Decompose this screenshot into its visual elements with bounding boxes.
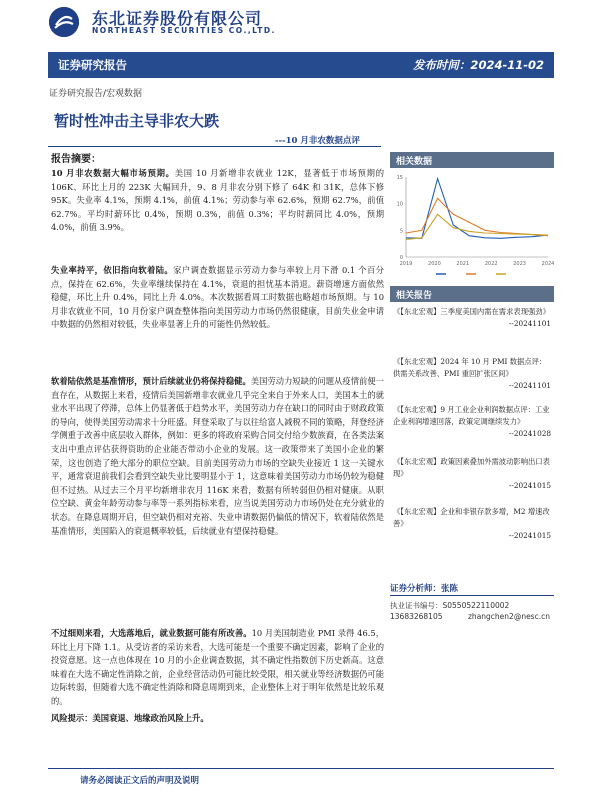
x-tick-label: 2023 bbox=[513, 261, 526, 267]
risk-warning bbox=[51, 712, 384, 726]
analyst-cert: 执业证书编号：S0550522110002 bbox=[390, 601, 510, 610]
related-report-date: --20241101 bbox=[508, 381, 551, 390]
report-subtitle: ---10 月非农数据点评 bbox=[275, 136, 360, 146]
analyst-email[interactable]: zhangchen2@nesc.cn bbox=[468, 612, 550, 621]
analyst-divider bbox=[390, 595, 554, 596]
title-divider bbox=[48, 146, 381, 147]
paragraph-lead: 不过细则来看，大选落地后，就业数据可能有所改善。 bbox=[51, 628, 252, 638]
related-reports-heading: 相关报告 bbox=[396, 291, 433, 301]
related-report-title: 《【东北宏观】三季度美国内需在需求表现强劲》 bbox=[393, 307, 550, 316]
related-data-heading: 相关数据 bbox=[396, 157, 433, 167]
x-tick-label: 2022 bbox=[484, 261, 498, 267]
chart-svg bbox=[390, 171, 554, 279]
paragraph-1 bbox=[51, 167, 384, 235]
x-tick-label: 2021 bbox=[456, 261, 470, 267]
related-data-header bbox=[390, 152, 554, 168]
paragraph-text: 美国劳动力短缺的问题从疫情前便一直存在，从数据上来看，疫情后美国新增非农就业几乎完全来自于外来人口，美国本土的就业水平出现了停滞，总体上仍显著低于趋势水平，美国劳动力存在缺口的同时由于财政政策的导向，使得美国劳动需求十分旺盛。拜登采取了与以往给富人减税不同的策略，拜登经济学侧重于改善中底层收入群体，例如：更多的将政府采购合同交付给少数族裔，在各类法案支出中重点评估获得资助的企业能否带动小企业的发展。这一政策带来了美国小企业的繁荣，这也创造了绝大部分的职位空缺。目前美国劳动力市场的空缺失业接近 1 这一关键水平，通常衰退前我们会看到空缺失业比要明显小于 1，这意味着美国劳动力市场仍较为稳健但不过热。从过去三个月平均新增非农月 116K 来看，数据有所转弱但仍相对健康。从职位空缺、黄金年龄劳动参与率等一系列指标来看，应当说美国劳动力市场仍处在充分就业的状态。在降息周期开启，但空缺仍相对充裕、失业申请数据仍偏低的情况下，软着陆依然是基准情形，美国陷入的衰退概率较低，后续就业有望保持稳健。 bbox=[51, 376, 384, 536]
paragraph-4 bbox=[51, 627, 384, 709]
paragraph-lead: 10 月非农数据大幅市场预期。 bbox=[51, 168, 175, 178]
publish-date: 发布时间：2024-11-02 bbox=[412, 58, 544, 72]
related-report-date: --20241015 bbox=[508, 531, 551, 540]
paragraph-lead: 失业率持平，依旧指向软着陆。 bbox=[51, 265, 174, 275]
paragraph-text: 家户调查数据显示劳动力参与率较上月下滑 0.1 个百分点，保持在 62.6%，失业率继续保持在 4.1%，衰退的担忧基本消退。薪资增速方面依然稳健，环比上升 0.4%，同比上升 4.0%。本次数据看周工时数据也略超市场预期。与 10 月非农就业不同，10 月份家户调查整体指向美国劳动力市场仍然很健康，目前失业金申请中数据的仍然相对较低，失业率显著上升的可能性仍然较低。 bbox=[51, 265, 384, 330]
analyst-phone: 13683268105 bbox=[390, 612, 443, 621]
related-report-item[interactable] bbox=[393, 404, 551, 440]
paragraph-text: 10 月美国制造业 PMI 录得 46.5，环比上月下降 1.1。从受访者的采访来看，大选可能是一个重要不确定因素，影响了企业的投资意愿。这一点也体现在 10 月的小企业调查数据，其不确定性指数创下历史新高。这意味着在大选不确定性消除之前，企业经营活动仍可能比较受限，相关就业等经济数据仍可能边际转弱，但随着大选不确定性消除和降息周期到来，企业整体上对于明年依然是比较乐观的。 bbox=[51, 628, 384, 706]
analyst-heading: 证券分析师：张陈 bbox=[390, 584, 459, 594]
report-type-label: 证券研究报告 bbox=[58, 58, 127, 72]
related-report-title: 《【东北宏观】2024 年 10 月 PMI 数据点评：供需关系改善、PMI 重回扩张区间》 bbox=[393, 357, 547, 378]
x-tick-label: 2020 bbox=[428, 261, 441, 267]
paragraph-3 bbox=[51, 375, 384, 538]
company-logo bbox=[49, 7, 79, 37]
related-data-chart bbox=[390, 171, 554, 279]
related-report-item[interactable] bbox=[393, 306, 551, 330]
company-name-en: NORTHEAST SECURITIES CO.,LTD. bbox=[92, 26, 276, 35]
footer-disclaimer: 请务必阅读正文后的声明及说明 bbox=[80, 776, 200, 786]
related-report-item[interactable] bbox=[393, 356, 551, 392]
related-report-item[interactable] bbox=[393, 506, 551, 542]
related-report-title: 《【东北宏观】9 月工业企业利润数据点评：工业企业利润增速回落，政策定调继续发力》 bbox=[393, 405, 550, 426]
paragraph-lead: 软着陆依然是基准情形，预计后续就业仍将保持稳健。 bbox=[51, 376, 251, 386]
related-reports-header bbox=[390, 286, 554, 302]
related-report-title: 《【东北宏观】企业和非银存款多增，M2 增速改善》 bbox=[393, 507, 550, 528]
paragraph-lead: 风险提示：美国衰退、地缘政治风险上升。 bbox=[51, 713, 209, 723]
y-tick-label: 15 bbox=[396, 175, 403, 181]
related-report-item[interactable] bbox=[393, 456, 551, 492]
paragraph-text: 美国 10 月新增非农就业 12K，显著低于市场预期的 106K、环比上月的 223K 大幅回升，9、8 月非农分别下修了 64K 和 31K，总体下修 95K。失业率 4.1%，预期 4.1%，前值 4.1%；劳动参与率 62.6%，预期 62.7%，前值 62.7%。平均时薪环比 0.4%，预期 0.3%，前值 0.3%；平均时薪同比 4.0%，预期 4.0%，前值 3.9%。 bbox=[51, 168, 384, 233]
breadcrumb: 证券研究报告/宏观数据 bbox=[49, 89, 143, 99]
y-tick-label: 5 bbox=[399, 228, 403, 235]
related-report-date: --20241101 bbox=[508, 319, 551, 328]
y-tick-label: 0 bbox=[399, 255, 403, 261]
y-tick-label: 10 bbox=[396, 201, 403, 208]
report-title: 暂时性冲击主导非农大跌 bbox=[54, 112, 220, 130]
paragraph-2 bbox=[51, 264, 384, 332]
x-tick-label: 2019 bbox=[399, 261, 413, 267]
x-tick-label: 2024 bbox=[541, 261, 554, 267]
logo-mark-icon bbox=[49, 7, 79, 37]
related-report-date: --20241015 bbox=[508, 481, 551, 490]
company-name-cn: 东北证券股份有限公司 bbox=[92, 9, 263, 28]
summary-heading: 报告摘要： bbox=[51, 154, 101, 165]
related-report-title: 《【东北宏观】政策因素叠加外需波动影响出口表现》 bbox=[393, 457, 550, 478]
footer-divider bbox=[48, 768, 554, 769]
related-report-date: --20241028 bbox=[508, 429, 551, 438]
